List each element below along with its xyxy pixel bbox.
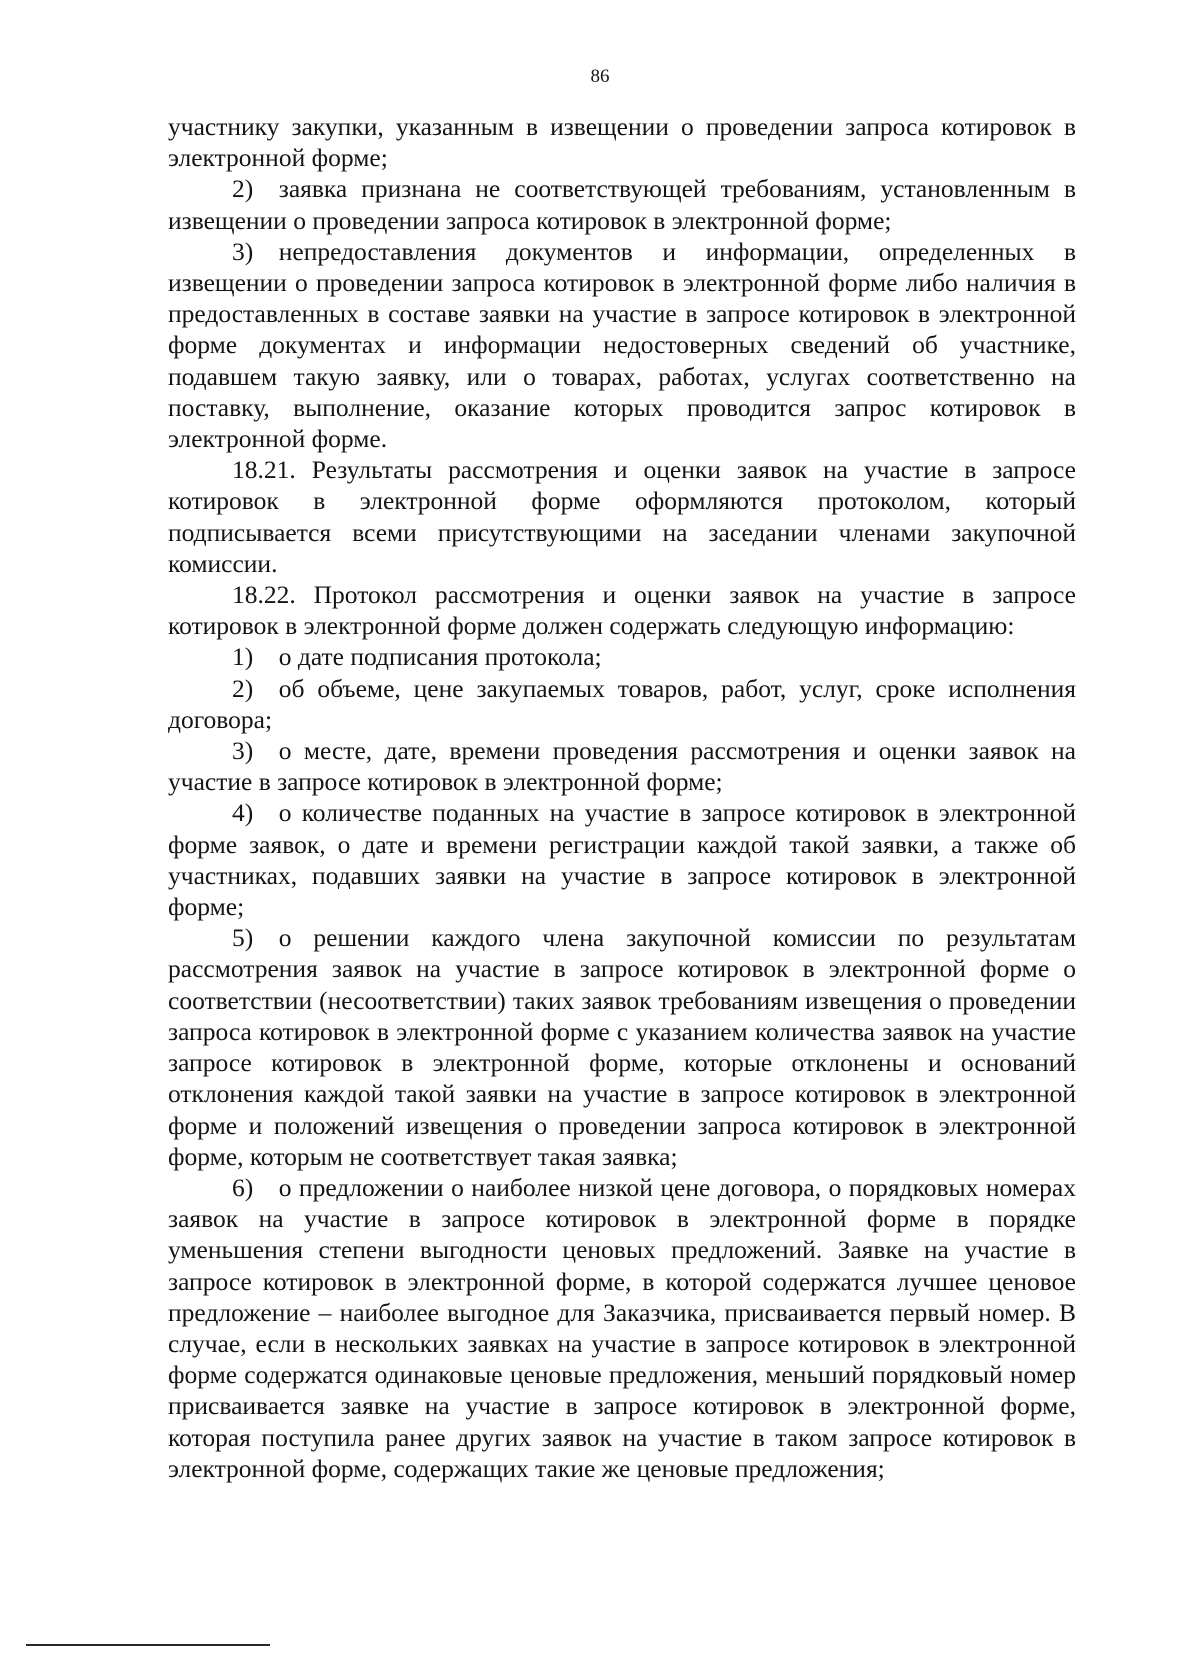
protocol-item-2: 2) об объеме, цене закупаемых товаров, работ, услуг, сроке исполнения договора; [168, 673, 1076, 734]
clause-18-22: 18.22. Протокол рассмотрения и оценки заявок на участие в запросе котировок в электронной форме должен содержать следующую информацию: [168, 580, 1076, 641]
page-number: 86 [590, 66, 610, 87]
footnote-divider [26, 1644, 270, 1646]
protocol-item-5: 5) о решении каждого члена закупочной комиссии по результатам рассмотрения заявок на участие в запросе котировок в электронной форме о соответствии (несоответствии) таких заявок требованиям извещения о проведении запроса котировок в электронной форме с указанием количества заявок на участие запросе котировок в электронной форме, которые отклонены и оснований отклонения каждой такой заявки на участие в запросе котировок в электронной форме и положений извещения о проведении запроса котировок в электронной форме, которым не соответствует такая заявка; [168, 923, 1076, 1171]
list-item-rejection-2: 2) заявка признана не соответствующей требованиям, установленным в извещении о проведении запроса котировок в электронной форме; [168, 174, 1076, 235]
protocol-item-1: 1) о дате подписания протокола; [232, 642, 602, 672]
protocol-item-3: 3) о месте, дате, времени проведения рассмотрения и оценки заявок на участие в запросе котировок в электронной форме; [168, 736, 1076, 797]
protocol-item-6: 6) о предложении о наиболее низкой цене договора, о порядковых номерах заявок на участие в запросе котировок в электронной форме в порядке уменьшения степени выгодности ценовых предложений. Заявке на участие в запросе котировок в электронной форме, в которой содержатся лучшее ценовое предложение – наиболее выгодное для Заказчика, присваивается первый номер. В случае, если в нескольких заявках на участие в запросе котировок в электронной форме содержатся одинаковые ценовые предложения, меньший порядковый номер присваивается заявке на участие в запросе котировок в электронной форме, которая поступила ранее других заявок на участие в таком запросе котировок в электронной форме, содержащих такие же ценовые предложения; [168, 1172, 1076, 1483]
clause-18-21: 18.21. Результаты рассмотрения и оценки заявок на участие в запросе котировок в электронной форме оформляются протоколом, который подписывается всеми присутствующими на заседании членами закупочной комиссии. [168, 455, 1076, 578]
paragraph-continuation: участнику закупки, указанным в извещении о проведении запроса котировок в электронной форме; [168, 112, 1076, 173]
protocol-item-4: 4) о количестве поданных на участие в запросе котировок в электронной форме заявок, о дате и времени регистрации каждой такой заявки, а также об участниках, подавших заявки на участие в запросе котировок в электронной форме; [168, 798, 1076, 922]
list-item-rejection-3: 3) непредоставления документов и информации, определенных в извещении о проведении запроса котировок в электронной форме либо наличия в предоставленных в составе заявки на участие в запросе котировок в электронной форме документах и информации недостоверных сведений об участнике, подавшем такую заявку, или о товарах, работах, услугах соответственно на поставку, выполнение, оказание которых проводится запрос котировок в электронной форме. [168, 236, 1076, 454]
document-body [168, 111, 1076, 1484]
